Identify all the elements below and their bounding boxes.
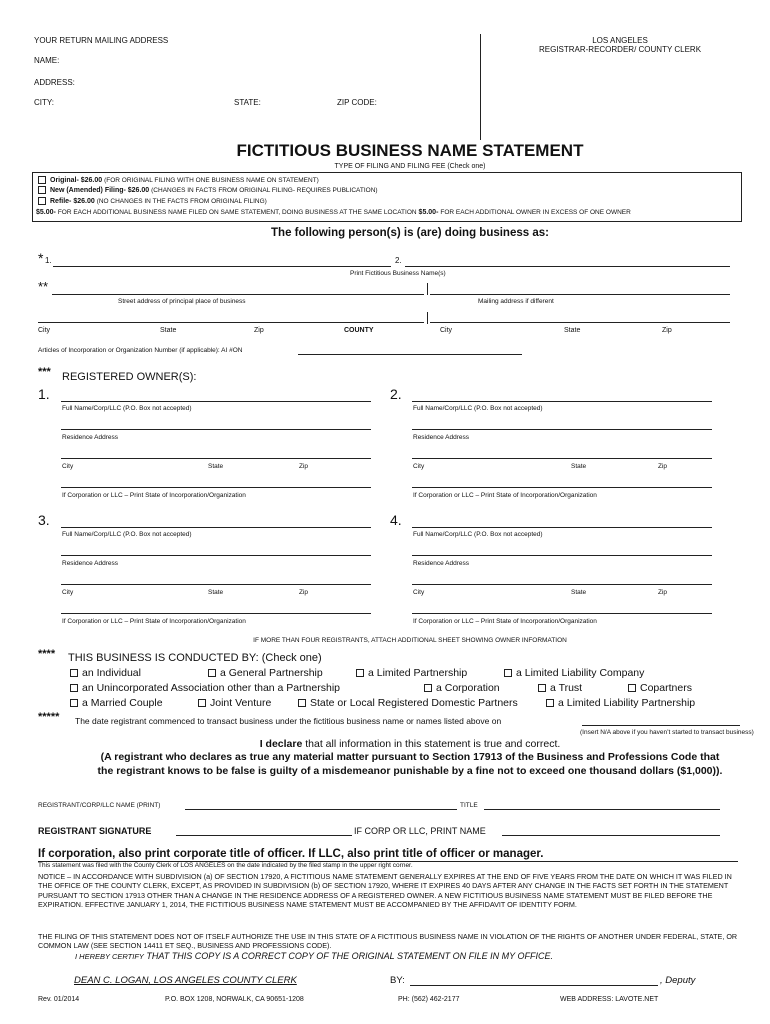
original-fee: Original- $26.00: [50, 176, 103, 184]
owner-4-corp-field[interactable]: [412, 613, 712, 614]
declaration-rest: that all information in this statement is true and correct.: [305, 738, 561, 750]
owner-4-name-field[interactable]: [412, 527, 712, 528]
owners-marker: ***: [38, 366, 51, 378]
checkbox-limited-partnership[interactable]: [356, 669, 364, 677]
mailing-address-field[interactable]: [430, 294, 730, 295]
additional-fee-2: $5.00-: [418, 209, 439, 216]
option-unincorporated-label: an Unincorporated Association other than a Partnership: [82, 682, 340, 694]
owner-2-corp-field[interactable]: [412, 487, 712, 488]
refile-note: (NO CHANGES IN THE FACTS FROM ORIGINAL FILING): [96, 197, 267, 205]
option-joint-venture[interactable]: [198, 697, 271, 709]
checkbox-llp[interactable]: [546, 699, 554, 707]
mailing-address-label: Mailing address if different: [478, 298, 554, 305]
owner-2-city-label: City: [413, 463, 425, 470]
owner-3-residence-label: Residence Address: [62, 560, 119, 567]
checkbox-domestic-partners[interactable]: [298, 699, 306, 707]
if-corp-print-name-field[interactable]: [502, 835, 720, 836]
checkbox-trust[interactable]: [538, 684, 546, 692]
owner-2-name-field[interactable]: [412, 401, 712, 402]
business-name-1-number: 1.: [45, 256, 52, 265]
owner-4-residence-field[interactable]: [412, 555, 712, 556]
owner-4-corp-label: If Corporation or LLC – Print State of Incorporation/Organization: [413, 618, 597, 625]
city-state-zip-field[interactable]: [38, 322, 424, 323]
owner-3-city-label: City: [62, 589, 74, 596]
owner-1-name-field[interactable]: [61, 401, 371, 402]
option-copartners-label: Copartners: [640, 682, 692, 694]
zip-code-label: ZIP CODE:: [337, 98, 377, 107]
owner-2-zip-label: Zip: [658, 463, 668, 470]
owner-3-number: 3.: [38, 512, 50, 528]
owner-3-residence-field[interactable]: [61, 555, 371, 556]
option-limited-partnership[interactable]: [356, 667, 467, 679]
county-label: COUNTY: [344, 327, 374, 334]
original-note: (FOR ORIGINAL FILING WITH ONE BUSINESS NAME ON STATEMENT): [104, 176, 319, 184]
option-married-couple-label: a Married Couple: [82, 697, 163, 709]
print-name-label: Print Fictitious Business Name(s): [350, 270, 446, 277]
option-copartners[interactable]: [628, 682, 692, 694]
owner-1-city-label: City: [62, 463, 74, 470]
city-label-principal: City: [38, 327, 51, 334]
checkbox-joint-venture[interactable]: [198, 699, 206, 707]
owners-heading: REGISTERED OWNER(S):: [62, 371, 197, 383]
owner-4-city-field[interactable]: [412, 584, 712, 585]
owner-2-name-label: Full Name/Corp/LLC (P.O. Box not accepted): [413, 405, 543, 412]
option-domestic-partners-label: State or Local Registered Domestic Partners: [310, 697, 518, 709]
office-name: REGISTRAR-RECORDER/ COUNTY CLERK: [538, 45, 702, 54]
officer-note: If corporation, also print corporate title of officer. If LLC, also print title of officer or manager.: [38, 848, 544, 860]
checkbox-unincorporated[interactable]: [70, 684, 78, 692]
name-label: NAME:: [34, 56, 60, 65]
po-box: P.O. BOX 1208, NORWALK, CA 90651-1208: [165, 996, 304, 1003]
owner-4-number: 4.: [390, 512, 402, 528]
owner-2-residence-field[interactable]: [412, 429, 712, 430]
owner-2-state-label: State: [571, 463, 587, 470]
owner-4-name-label: Full Name/Corp/LLC (P.O. Box not accepted): [413, 531, 543, 538]
owner-1-corp-field[interactable]: [61, 487, 371, 488]
owner-2-number: 2.: [390, 386, 402, 402]
new-note: (CHANGES IN FACTS FROM ORIGINAL FILING- REQUIRES PUBLICATION): [151, 186, 378, 194]
owner-3-city-field[interactable]: [61, 584, 371, 585]
option-married-couple[interactable]: [70, 697, 163, 709]
option-individual-label: an Individual: [82, 667, 141, 679]
state-label: STATE:: [234, 98, 261, 107]
checkbox-new[interactable]: [38, 186, 46, 194]
county-name: LOS ANGELES: [592, 36, 648, 45]
option-trust[interactable]: [538, 682, 582, 694]
phone-number: PH: (562) 462-2177: [398, 996, 460, 1003]
business-name-1-field[interactable]: [53, 266, 391, 267]
filing-disclaimer-text: THE FILING OF THIS STATEMENT DOES NOT OF ITSELF AUTHORIZE THE USE IN THIS STATE OF A FICTITIOUS BUSINESS NAME IN VIOLATION OF THE RIGHTS OF ANOTHER UNDER FEDERAL, STATE, OR COMMON LAW (SEE SECTION 14411 ET SEQ., BUSINESS AND PROFESSIONS CODE).: [38, 932, 738, 951]
checkbox-general-partnership[interactable]: [208, 669, 216, 677]
if-corp-label: IF CORP OR LLC, PRINT NAME: [354, 826, 486, 836]
title-field[interactable]: [484, 809, 720, 810]
filing-original[interactable]: [38, 176, 319, 184]
additional-fee-line: [36, 209, 631, 216]
option-limited-partnership-label: a Limited Partnership: [368, 667, 468, 679]
owner-1-residence-label: Residence Address: [62, 434, 119, 441]
option-llp-label: a Limited Liability Partnership: [558, 697, 696, 709]
owner-4-residence-label: Residence Address: [413, 560, 470, 567]
refile-fee: Refile- $26.00: [50, 197, 95, 205]
option-individual[interactable]: [70, 667, 141, 679]
checkbox-copartners[interactable]: [628, 684, 636, 692]
filing-refile[interactable]: [38, 197, 267, 205]
owner-3-corp-label: If Corporation or LLC – Print State of Incorporation/Organization: [62, 618, 246, 625]
more-registrants-note: IF MORE THAN FOUR REGISTRANTS, ATTACH ADDITIONAL SHEET SHOWING OWNER INFORMATION: [253, 637, 567, 644]
certify-caps: I HEREBY CERTIFY: [75, 952, 144, 961]
commenced-text: The date registrant commenced to transact business under the fictitious business name or names listed above on: [75, 716, 502, 726]
option-llc[interactable]: [504, 667, 644, 679]
revision-date: Rev. 01/2014: [38, 996, 80, 1003]
filing-new[interactable]: [38, 186, 378, 194]
header-divider: [480, 34, 481, 140]
owner-3-name-label: Full Name/Corp/LLC (P.O. Box not accepted): [62, 531, 192, 538]
additional-note-1: FOR EACH ADDITIONAL BUSINESS NAME FILED ON SAME STATEMENT, DOING BUSINESS AT THE SAME LOCATION: [57, 209, 417, 216]
business-name-2-field[interactable]: [405, 266, 730, 267]
checkbox-llc[interactable]: [504, 669, 512, 677]
option-llp[interactable]: [546, 697, 695, 709]
owner-3-state-label: State: [208, 589, 224, 596]
required-marker-1: *: [38, 250, 44, 266]
conducted-heading: THIS BUSINESS IS CONDUCTED BY: (Check one): [68, 652, 322, 664]
option-domestic-partners[interactable]: [298, 697, 518, 709]
commenced-date-field[interactable]: [582, 725, 740, 726]
owner-4-zip-label: Zip: [658, 589, 668, 596]
option-general-partnership[interactable]: [208, 667, 323, 679]
owner-1-number: 1.: [38, 386, 50, 402]
checkbox-married-couple[interactable]: [70, 699, 78, 707]
option-unincorporated[interactable]: [70, 682, 340, 694]
owner-4-state-label: State: [571, 589, 587, 596]
commenced-marker: *****: [38, 711, 60, 723]
owner-2-residence-label: Residence Address: [413, 434, 470, 441]
deputy-signature-field[interactable]: [410, 985, 658, 986]
zip-label-principal: Zip: [254, 327, 264, 334]
state-label-principal: State: [160, 327, 177, 334]
conducted-marker: ****: [38, 648, 56, 660]
owner-1-state-label: State: [208, 463, 224, 470]
business-heading: The following person(s) is (are) doing business as:: [271, 227, 549, 239]
new-fee: New (Amended) Filing- $26.00: [50, 186, 150, 194]
filing-subtitle: TYPE OF FILING AND FILING FEE (Check one): [334, 163, 486, 170]
declaration-line-3: the registrant knows to be false is guilty of a misdemeanor punishable by a fine not to exceed one thousand dollars ($1,000)).: [97, 765, 723, 777]
return-address-label: YOUR RETURN MAILING ADDRESS: [34, 36, 169, 45]
registrant-print-label: REGISTRANT/CORP/LLC NAME (PRINT): [38, 802, 161, 809]
owner-2-city-field[interactable]: [412, 458, 712, 459]
additional-fee-1: $5.00-: [36, 209, 56, 216]
additional-note-2: FOR EACH ADDITIONAL OWNER IN EXCESS OF ONE OWNER: [440, 209, 631, 216]
checkbox-individual[interactable]: [70, 669, 78, 677]
option-trust-label: a Trust: [550, 682, 583, 694]
city-label-mailing: City: [440, 327, 453, 334]
articles-number-field[interactable]: [298, 354, 522, 355]
owner-1-residence-field[interactable]: [61, 429, 371, 430]
zip-label-mailing: Zip: [662, 327, 672, 334]
option-corporation-label: a Corporation: [436, 682, 500, 694]
owner-1-zip-label: Zip: [299, 463, 309, 470]
business-name-2-number: 2.: [395, 256, 402, 265]
option-corporation[interactable]: [424, 682, 500, 694]
filed-with-text: This statement was filed with the County Clerk of LOS ANGELES on the date indicated by the filed stamp in the upper right corner.: [38, 862, 413, 869]
owner-1-name-label: Full Name/Corp/LLC (P.O. Box not accepted): [62, 405, 192, 412]
page-title: FICTITIOUS BUSINESS NAME STATEMENT: [236, 141, 584, 160]
articles-label: Articles of Incorporation or Organization Number (if applicable): AI #ON: [38, 347, 243, 354]
option-llc-label: a Limited Liability Company: [516, 667, 645, 679]
owner-1-corp-label: If Corporation or LLC – Print State of Incorporation/Organization: [62, 492, 246, 499]
registrant-signature-label: REGISTRANT SIGNATURE: [38, 826, 152, 836]
owner-4-city-label: City: [413, 589, 425, 596]
certify-rest: THAT THIS COPY IS A CORRECT COPY OF THE ORIGINAL STATEMENT ON FILE IN MY OFFICE.: [146, 951, 553, 961]
certify-line: [75, 951, 553, 961]
deputy-label: , Deputy: [660, 975, 696, 986]
mailing-city-field[interactable]: [430, 322, 730, 323]
owner-2-corp-label: If Corporation or LLC – Print State of Incorporation/Organization: [413, 492, 597, 499]
notice-text: NOTICE – IN ACCORDANCE WITH SUBDIVISION (a) OF SECTION 17920, A FICTITIOUS NAME STATEMENT GENERALLY EXPIRES AT THE END OF FIVE YEARS FROM THE DATE ON WHICH IT WAS FILED IN THE OFFICE OF THE COUNTY CLERK, EXCEPT, AS PROVIDED IN SUBDIVISION (b) OF SECTION 17920, WHERE IT EXPIRES 40 DAYS AFTER ANY CHANGE IN THE FACTS SET FORTH IN THE STATEMENT PURSUANT TO SECTION 17913 OTHER THAN A CHANGE IN THE RESIDENCE ADDRESS OF A REGISTERED OWNER. A NEW FICTITIOUS BUSINESS NAME STATEMENT MUST BE FILED BEFORE THE EXPIRATION. EFFECTIVE JANUARY 1, 2014, THE FICTITIOUS BUSINESS NAME STATEMENT MUST BE ACCOMPANIED BY THE AFFIDAVIT OF IDENTITY FORM.: [38, 872, 732, 909]
declaration-line-1: [0, 738, 770, 750]
owner-3-zip-label: Zip: [299, 589, 309, 596]
address-divider: [427, 283, 428, 295]
owner-3-corp-field[interactable]: [61, 613, 371, 614]
title-label: TITLE: [460, 802, 478, 809]
city-divider: [427, 312, 428, 324]
option-joint-venture-label: Joint Venture: [210, 697, 272, 709]
state-label-mailing: State: [564, 327, 581, 334]
county-clerk-name: DEAN C. LOGAN, LOS ANGELES COUNTY CLERK: [74, 975, 297, 986]
checkbox-original[interactable]: [38, 176, 46, 184]
insert-na-note: (Insert N/A above if you haven’t started to transact business): [580, 729, 754, 736]
by-label: BY:: [390, 975, 405, 986]
registrant-signature-field[interactable]: [176, 835, 352, 836]
option-general-partnership-label: a General Partnership: [220, 667, 323, 679]
checkbox-refile[interactable]: [38, 197, 46, 205]
web-address: WEB ADDRESS: LAVOTE.NET: [560, 996, 659, 1003]
registrant-print-field[interactable]: [185, 809, 457, 810]
address-label: ADDRESS:: [34, 78, 75, 87]
declaration-line-2: (A registrant who declares as true any material matter pursuant to Section 17913 of the Business and Professions Code that: [100, 751, 720, 763]
owner-1-city-field[interactable]: [61, 458, 371, 459]
required-marker-2: **: [38, 279, 49, 294]
street-address-field[interactable]: [52, 294, 424, 295]
declaration-bold: I declare: [259, 738, 303, 750]
owner-3-name-field[interactable]: [61, 527, 371, 528]
street-address-label: Street address of principal place of business: [118, 298, 246, 305]
checkbox-corporation[interactable]: [424, 684, 432, 692]
city-label: CITY:: [34, 98, 55, 107]
